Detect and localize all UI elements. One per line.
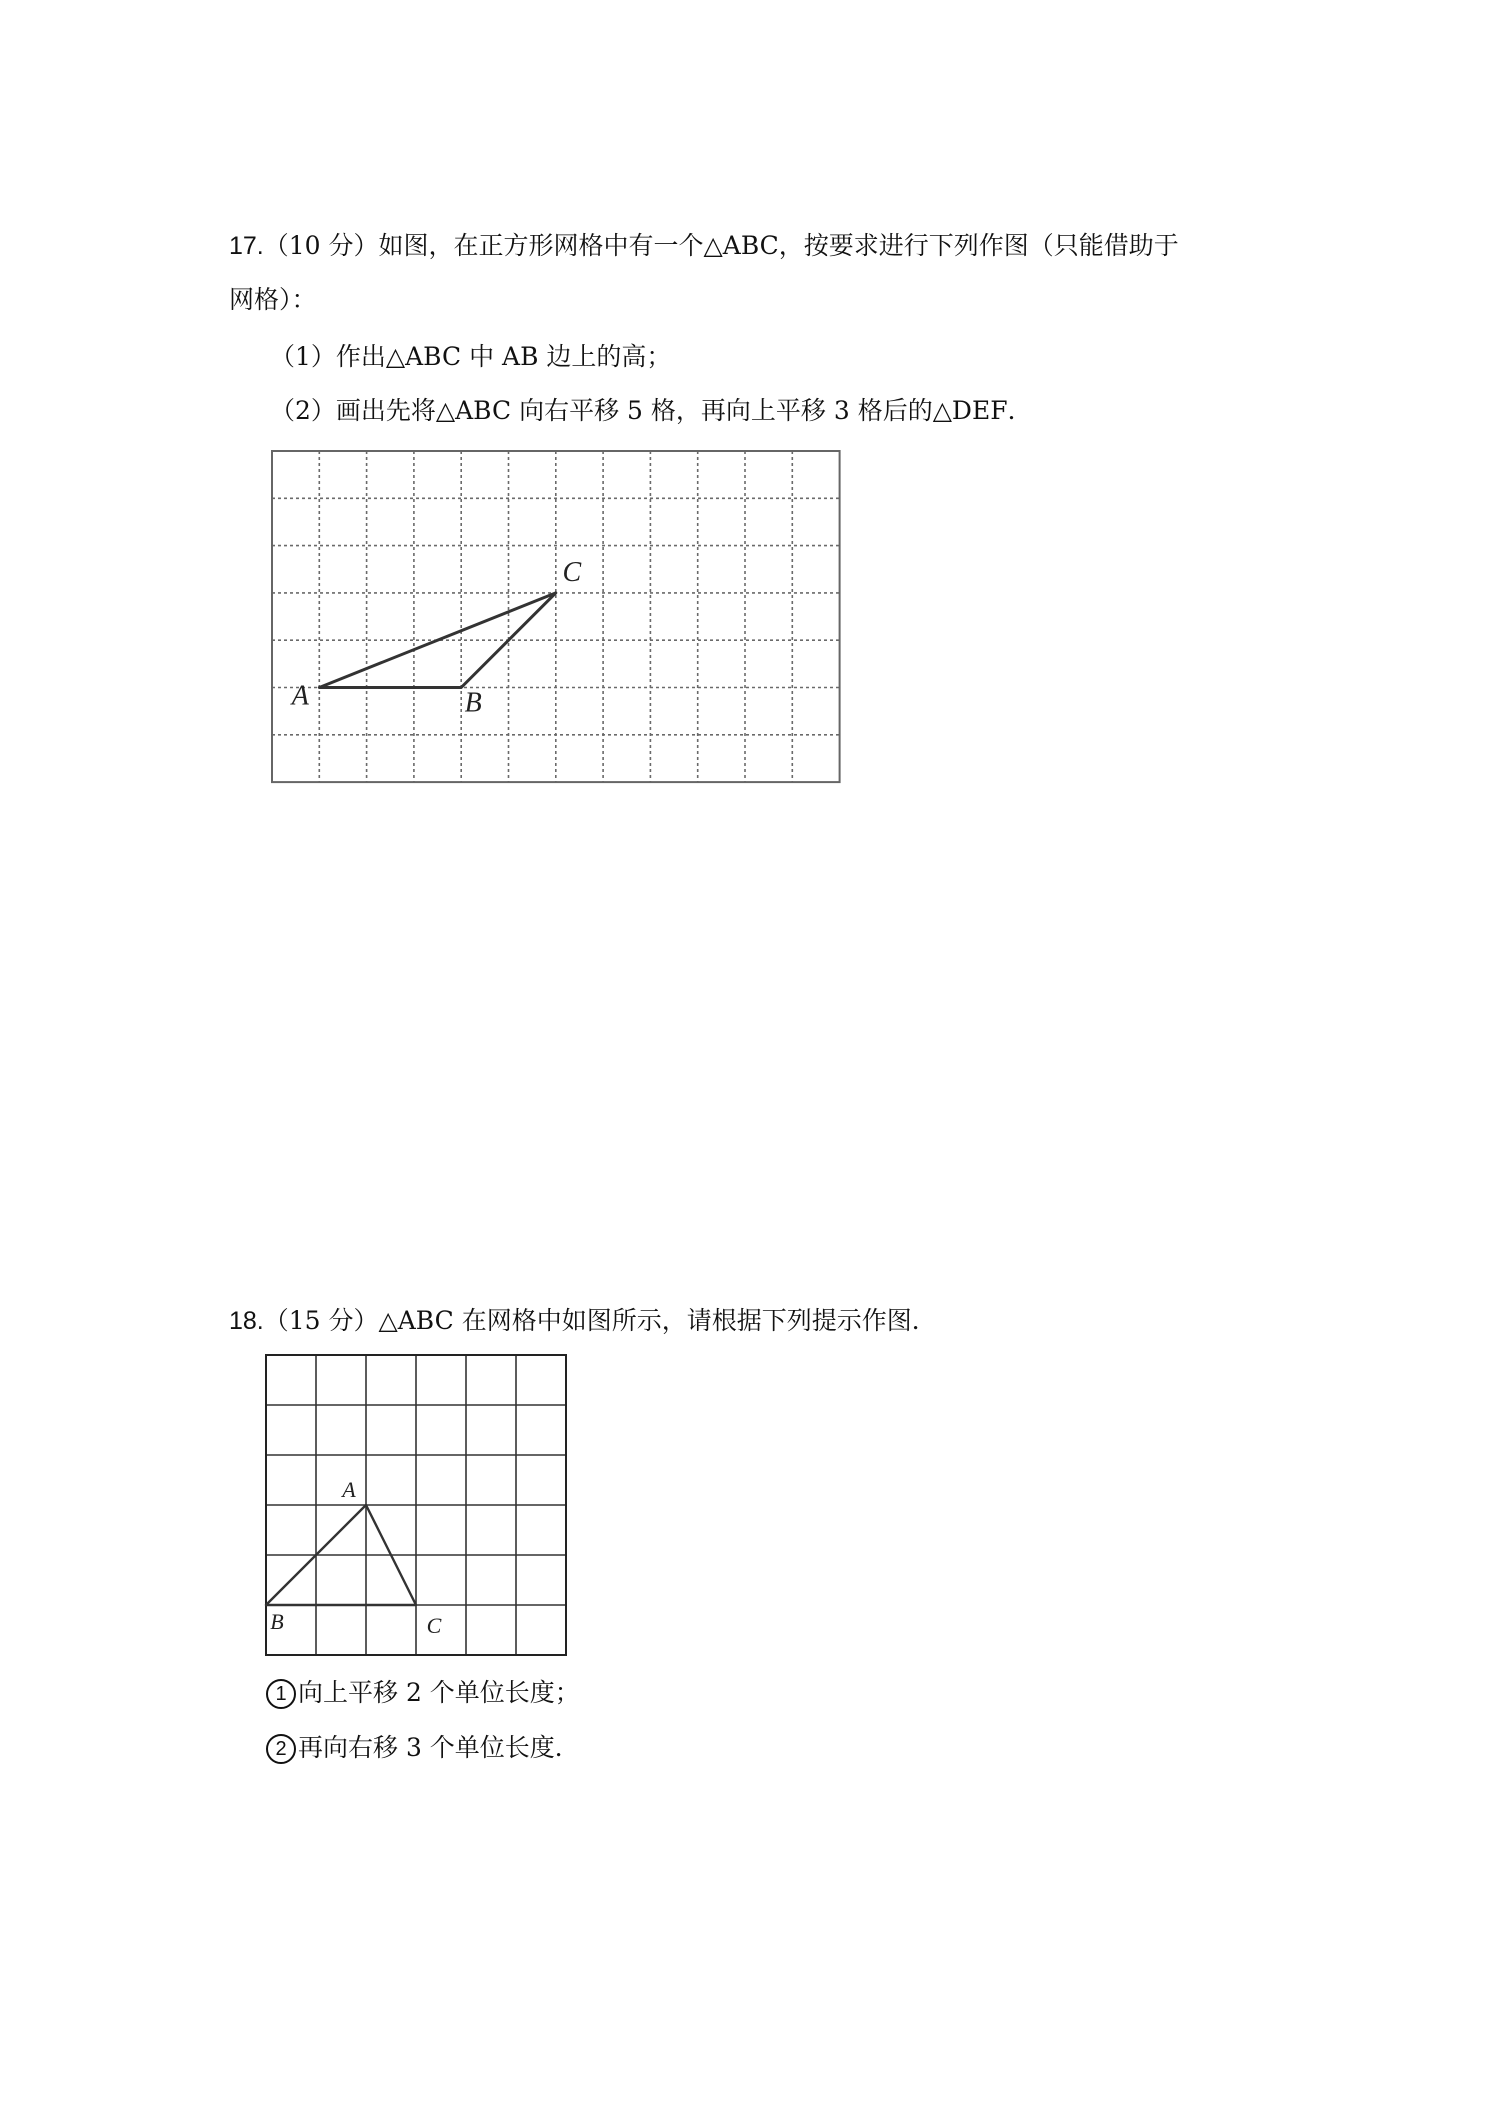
q18-step-1: [266, 1676, 580, 1710]
vertex-label-c: C: [562, 556, 582, 588]
q17-stem-text: 如图，在正方形网格中有一个△ABC，按要求进行下列作图（只能借助于: [378, 231, 1179, 260]
q17-number: 17.: [229, 232, 264, 260]
vertex-label-a: A: [342, 1477, 356, 1502]
vertex-label-b: B: [464, 687, 482, 719]
vertex-label-a: A: [291, 680, 309, 712]
q17-part1: （1）作出△ABC 中 AB 边上的高；: [270, 342, 672, 371]
q18-grid-figure: [266, 1355, 571, 1660]
q17-stem-line2: 网格）：: [229, 285, 317, 314]
q17-grid-figure: [272, 451, 842, 787]
q18-stem-text: △ABC 在网格中如图所示，请根据下列提示作图．: [378, 1306, 937, 1335]
vertex-label-c: C: [426, 1613, 442, 1638]
q18-step-1-text: 向上平移 2 个单位长度；: [298, 1678, 580, 1707]
q17-stem-line1: [229, 229, 1179, 263]
q17-part2: （2）画出先将△ABC 向右平移 5 格，再向上平移 3 格后的△DEF．: [270, 396, 1033, 425]
q17-score: （10 分）: [263, 231, 379, 260]
q18-step-2-text: 再向右移 3 个单位长度．: [298, 1733, 580, 1762]
q18-score: （15 分）: [263, 1306, 379, 1335]
circled-number-1: 1: [266, 1679, 296, 1709]
q18-stem: [229, 1304, 937, 1338]
circled-number-2: 2: [266, 1734, 296, 1764]
q18-number: 18.: [229, 1307, 264, 1335]
q18-step-2: [266, 1731, 580, 1765]
vertex-label-b: B: [270, 1609, 284, 1634]
